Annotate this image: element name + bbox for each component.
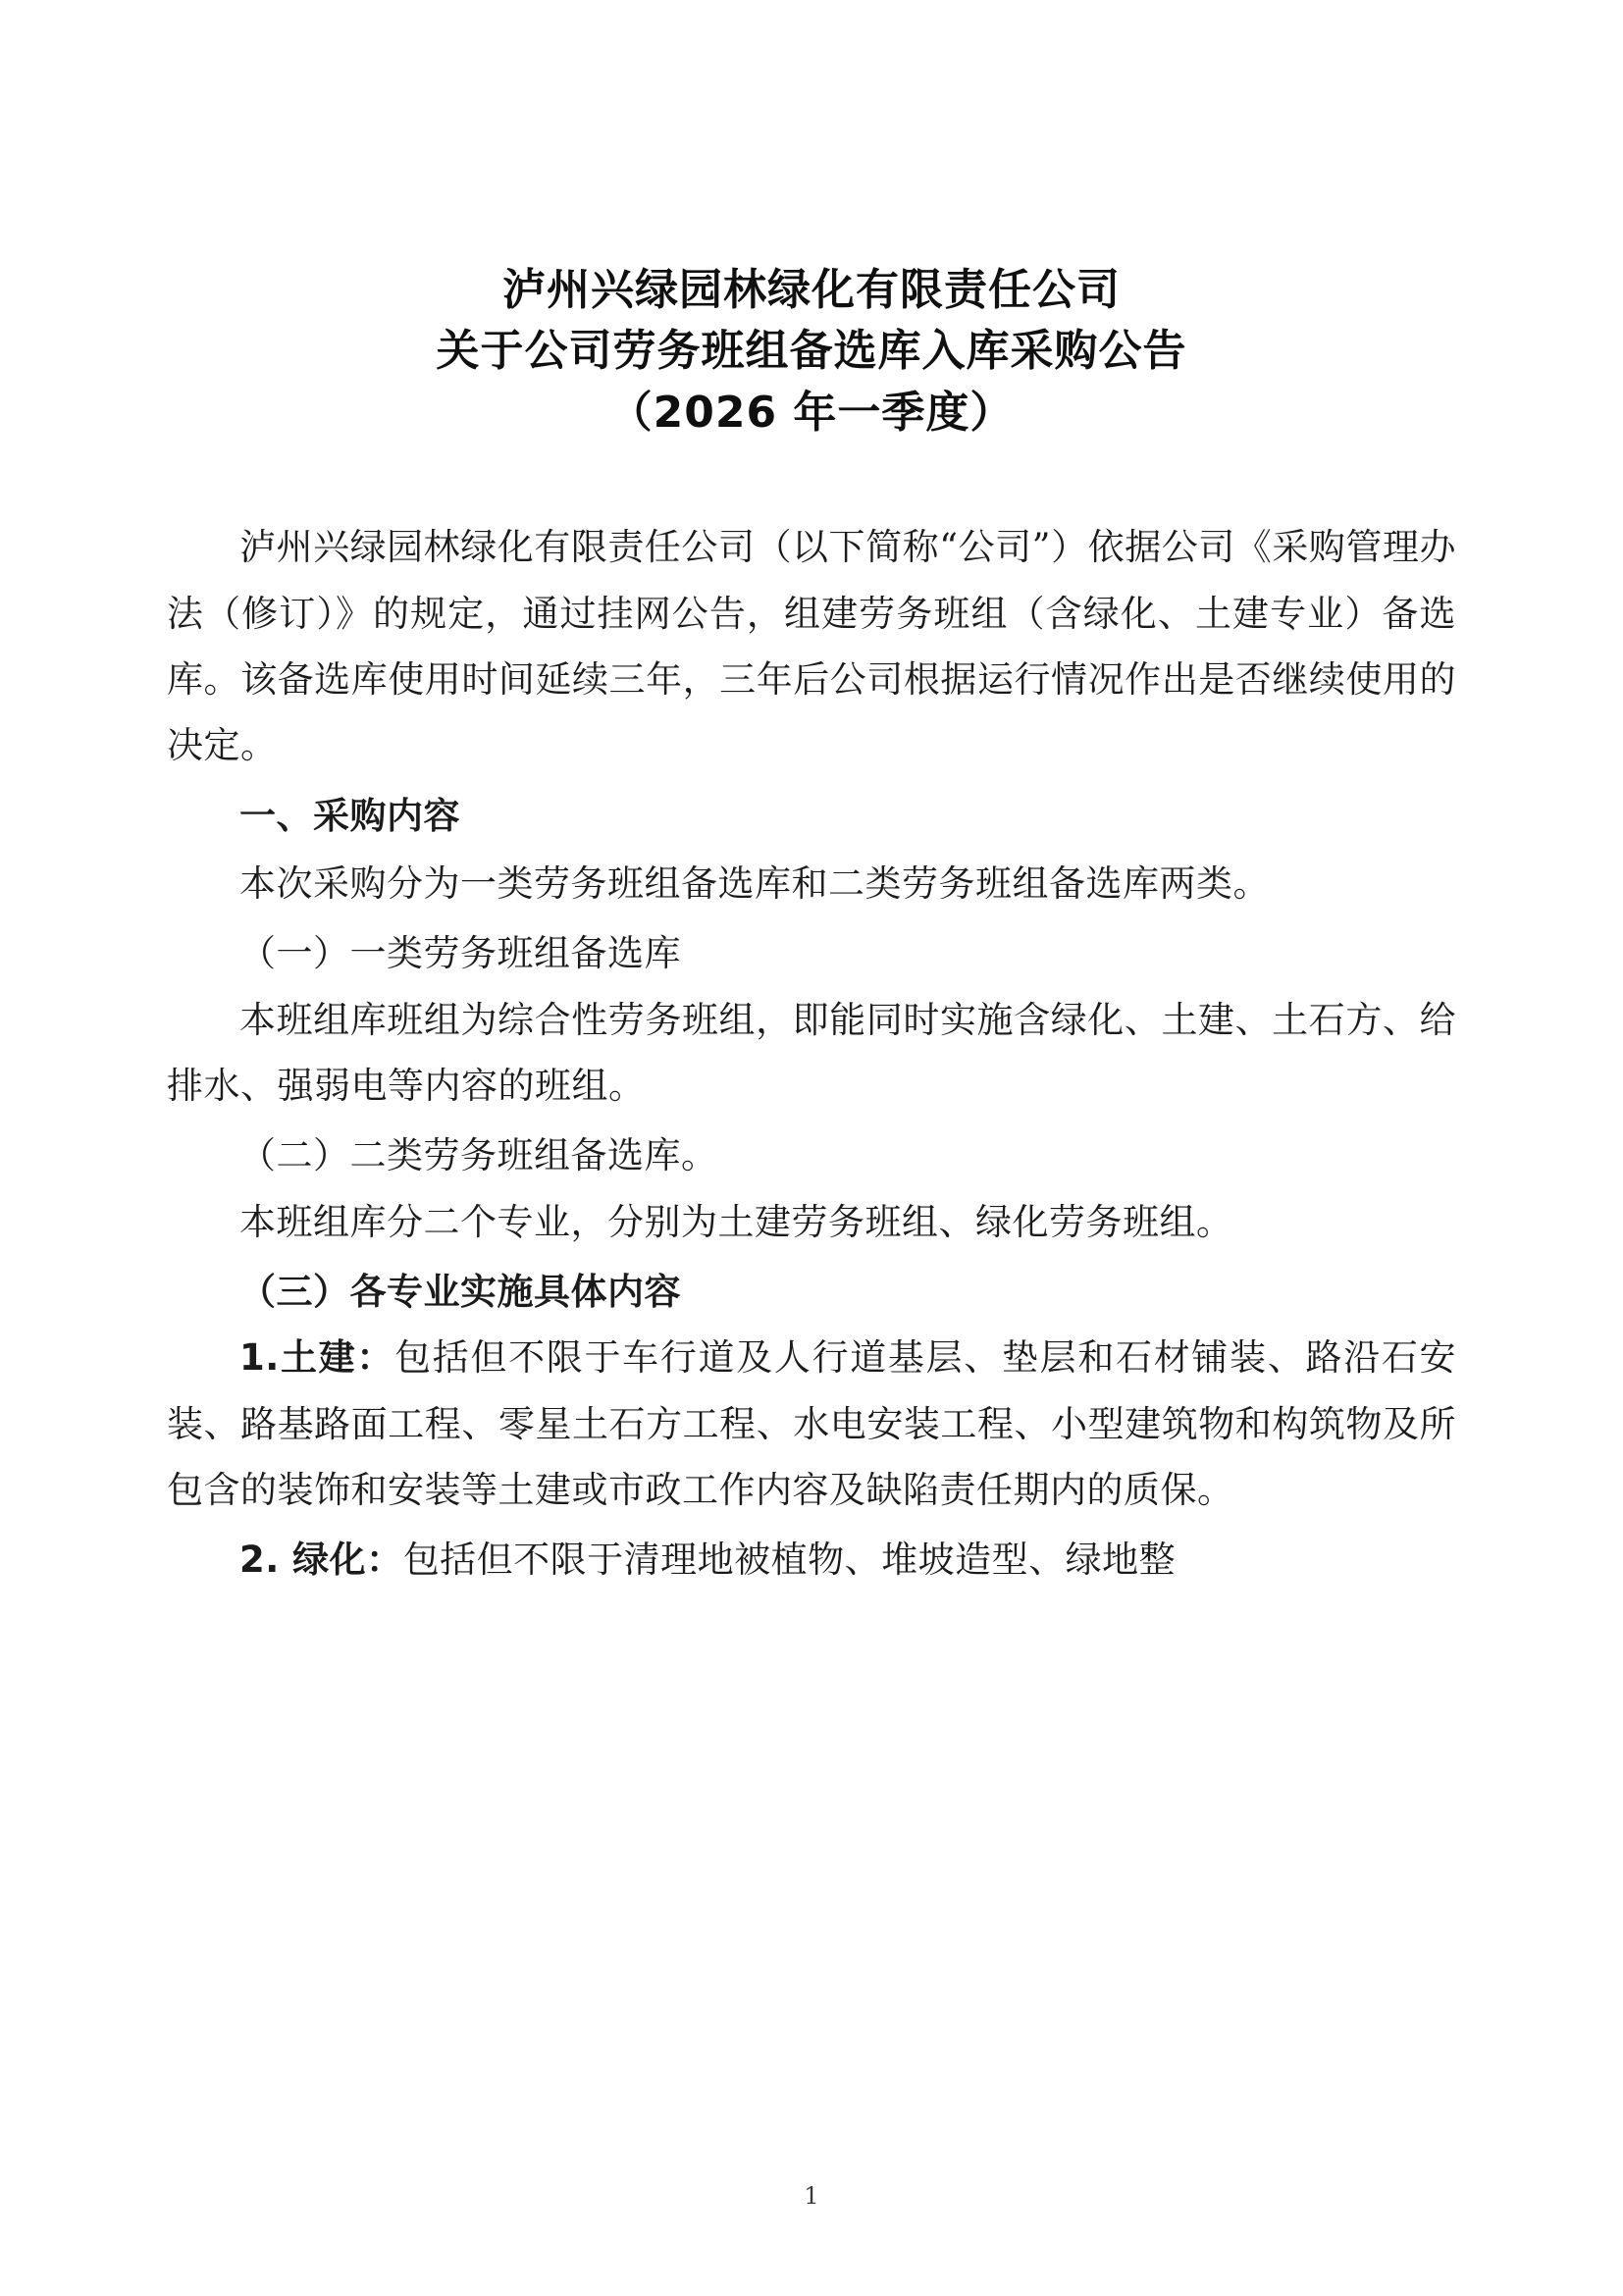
intro-paragraph: 泸州兴绿园林绿化有限责任公司（以下简称“公司”）依据公司《采购管理办法（修订）》的规定，通过挂网公告，组建劳务班组（含绿化、土建专业）备选库。该备选库使用时间延续三年，三年后公司根据运行情况作出是否继续使用的决定。 [167,526,1456,767]
subsection-two-heading: （二）二类劳务班组备选库。 [239,1134,718,1177]
page-number: 1 [804,2182,819,2210]
title-line-3: （2026 年一季度） [608,387,1015,438]
item-civil-works [167,1325,1456,1523]
title-line-1: 泸州兴绿园林绿化有限责任公司 [502,265,1121,315]
item-civil-works-body: 包括但不限于车行道及人行道基层、垫层和石材铺装、路沿石安装、路基路面工程、零星土石方工程、水电安装工程、小型建筑物和构筑物及所包含的装饰和安装等土建或市政工作内容及缺陷责任期内的质保。 [167,1336,1456,1511]
title-line-2: 关于公司劳务班组备选库入库采购公告 [436,326,1187,377]
section-one-heading: 一、采购内容 [239,794,460,837]
subsection-two-body: 本班组库分二个专业，分别为土建劳务班组、绿化劳务班组。 [239,1200,1233,1243]
item-greening [167,1527,1456,1592]
section-one-intro: 本次采购分为一类劳务班组备选库和二类劳务班组备选库两类。 [239,862,1270,906]
item-civil-works-label: 1.土建： [239,1336,395,1380]
document-body [167,514,1456,1592]
subsection-one-body: 本班组库班组为综合性劳务班组，即能同时实施含绿化、土建、土石方、给排水、强弱电等内容的班组。 [167,998,1456,1108]
subsection-three-heading: （三）各专业实施具体内容 [239,1271,681,1314]
document-title [167,260,1456,444]
item-greening-body: 包括但不限于清理地被植物、堆坡造型、绿地整 [402,1539,1177,1582]
item-greening-label: 2. 绿化： [239,1539,403,1582]
subsection-one-heading: （一）一类劳务班组备选库 [239,932,681,975]
